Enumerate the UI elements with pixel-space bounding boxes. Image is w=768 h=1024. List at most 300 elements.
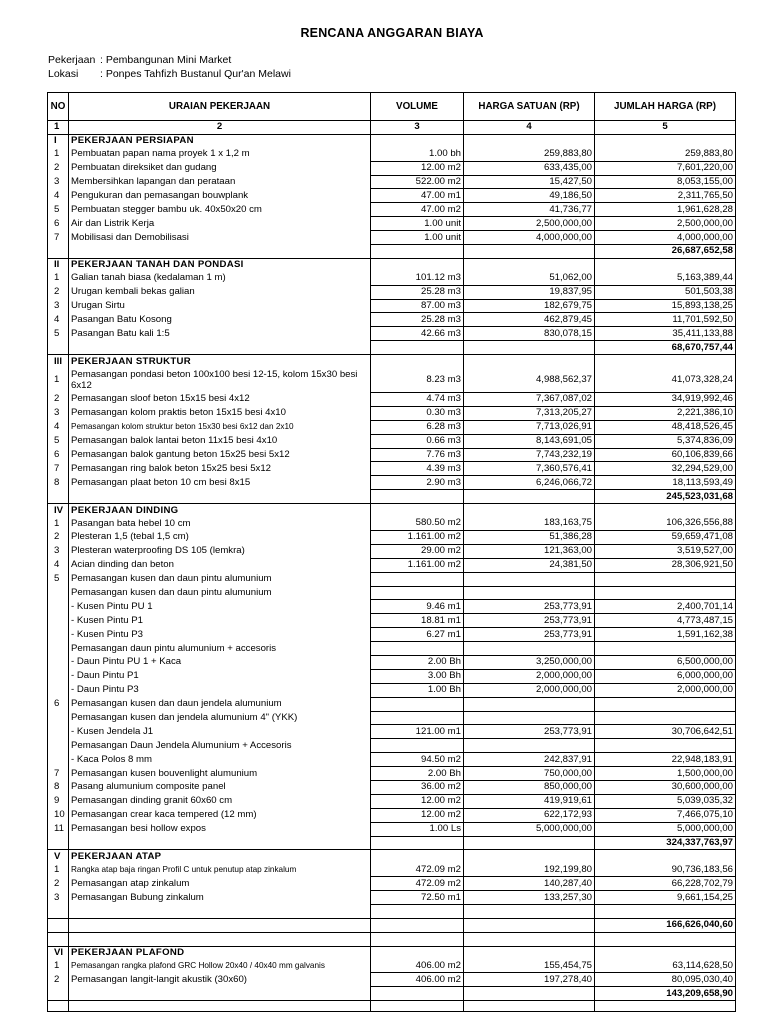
subtotal-value: 324,337,763,97 [595,836,736,850]
item-unit-price: 850,000,00 [464,780,595,794]
table-row [48,669,736,683]
section-header-row [48,946,736,959]
item-description: Pasangan bata hebel 10 cm [69,517,371,530]
table-row [48,313,736,327]
item-unit-price: 6,246,066,72 [464,476,595,490]
item-number: 3 [48,891,69,905]
item-total-price: 41,073,328,24 [595,368,736,393]
item-total-price: 259,883,80 [595,148,736,161]
section-title: PEKERJAAN DINDING [69,504,371,517]
item-description: Pemasangan kusen dan daun pintu alumunium [69,572,371,586]
empty-cell [371,134,464,147]
empty-cell [371,904,464,918]
item-number: 6 [48,697,69,711]
item-description: Rangka atap baja ringan Profil C untuk penutup atap zinkalum [69,863,371,876]
item-number: 4 [48,420,69,434]
empty-cell [595,946,736,959]
item-total-price: 63,114,628,50 [595,960,736,973]
item-total-price [595,739,736,753]
empty-cell [371,946,464,959]
item-volume [371,697,464,711]
table-row [48,544,736,558]
empty-cell [371,987,464,1001]
empty-cell [48,987,69,1001]
item-volume: 47.00 m2 [371,203,464,217]
empty-cell [464,987,595,1001]
table-row [48,794,736,808]
empty-cell [371,355,464,368]
empty-cell [464,258,595,271]
item-unit-price: 7,743,232,19 [464,448,595,462]
item-description: Pemasangan kolom struktur beton 15x30 besi 6x12 dan 2x10 [69,420,371,434]
item-unit-price: 192,199,80 [464,863,595,876]
item-total-price [595,572,736,586]
empty-cell [595,258,736,271]
item-total-price: 2,311,765,50 [595,189,736,203]
blank-row [48,904,736,918]
item-description: Pemasangan ring balok beton 15x25 besi 5x12 [69,462,371,476]
item-unit-price: 5,000,000,00 [464,822,595,836]
item-volume: 47.00 m1 [371,189,464,203]
item-number: 3 [48,299,69,313]
item-number: 3 [48,175,69,189]
item-description: Pemasangan kolom praktis beton 15x15 besi 4x10 [69,406,371,420]
item-description: Pemasangan atap zinkalum [69,877,371,891]
item-total-price: 30,706,642,51 [595,725,736,739]
empty-cell [595,904,736,918]
item-number [48,600,69,614]
item-number: 2 [48,877,69,891]
item-volume: 1.00 unit [371,231,464,245]
subtotal-row [48,987,736,1001]
location-line [48,68,291,80]
empty-cell [464,134,595,147]
item-volume: 101.12 m3 [371,272,464,285]
item-total-price: 3,519,527,00 [595,544,736,558]
item-volume: 406.00 m2 [371,960,464,973]
section-header-row [48,504,736,517]
item-volume: 87.00 m3 [371,299,464,313]
empty-cell [371,490,464,504]
table-row [48,517,736,530]
table-row [48,572,736,586]
table-row [48,434,736,448]
empty-cell [48,918,69,932]
table-row [48,683,736,697]
item-number [48,683,69,697]
section-number: III [48,355,69,368]
blank-row [48,1001,736,1012]
table-row [48,530,736,544]
item-unit-price: 197,278,40 [464,973,595,987]
table-row [48,393,736,407]
table-row [48,614,736,628]
item-description: - Daun Pintu P3 [69,683,371,697]
item-description: - Kusen Pintu P1 [69,614,371,628]
item-number: 5 [48,327,69,341]
table-row [48,780,736,794]
item-volume: 36.00 m2 [371,780,464,794]
item-number: 2 [48,161,69,175]
empty-cell [371,245,464,259]
table-row [48,586,736,600]
item-total-price: 1,591,162,38 [595,628,736,642]
item-description: - Kusen Pintu PU 1 [69,600,371,614]
item-description: Pemasangan kusen dan daun pintu alumunium [69,586,371,600]
item-total-price: 5,374,836,09 [595,434,736,448]
item-total-price: 5,000,000,00 [595,822,736,836]
item-volume [371,711,464,725]
item-volume: 7.76 m3 [371,448,464,462]
item-unit-price: 750,000,00 [464,767,595,781]
item-unit-price: 15,427,50 [464,175,595,189]
item-description: Pemasangan langit-langit akustik (30x60) [69,973,371,987]
item-number: 5 [48,434,69,448]
subtotal-value: 143,209,658,90 [595,987,736,1001]
project-value: : Pembangunan Mini Market [100,54,232,66]
item-number: 8 [48,476,69,490]
col-number: 4 [464,121,595,135]
subtotal-value: 26,687,652,58 [595,245,736,259]
item-total-price: 501,503,38 [595,285,736,299]
item-description: Urugan Sirtu [69,299,371,313]
item-description: Plesteran waterproofing DS 105 (lemkra) [69,544,371,558]
item-unit-price: 121,363,00 [464,544,595,558]
table-row [48,420,736,434]
item-volume: 2.00 Bh [371,767,464,781]
item-volume: 4.39 m3 [371,462,464,476]
item-description: Pasangan Batu Kosong [69,313,371,327]
empty-cell [371,504,464,517]
item-total-price [595,711,736,725]
document-title: RENCANA ANGGARAN BIAYA [300,26,484,40]
item-description: Pemasangan balok gantung beton 15x25 besi 5x12 [69,448,371,462]
item-description: Pemasangan kusen dan daun jendela alumunium [69,697,371,711]
item-total-price: 6,500,000,00 [595,655,736,669]
item-total-price: 4,773,487,15 [595,614,736,628]
item-description: Urugan kembali bekas galian [69,285,371,299]
item-volume: 472.09 m2 [371,863,464,876]
item-number [48,711,69,725]
item-volume: 472.09 m2 [371,877,464,891]
header-volume: VOLUME [371,93,464,121]
item-volume: 12.00 m2 [371,161,464,175]
item-volume [371,739,464,753]
table-row [48,175,736,189]
empty-cell [371,850,464,863]
item-volume: 72.50 m1 [371,891,464,905]
item-description: Pemasangan crear kaca tempered (12 mm) [69,808,371,822]
item-number: 1 [48,517,69,530]
item-volume [371,642,464,656]
item-number [48,655,69,669]
item-description: - Kusen Jendela J1 [69,725,371,739]
item-volume: 9.46 m1 [371,600,464,614]
empty-cell [48,490,69,504]
item-volume: 3.00 Bh [371,669,464,683]
item-unit-price: 51,062,00 [464,272,595,285]
item-volume: 12.00 m2 [371,808,464,822]
item-volume [371,586,464,600]
empty-cell [69,1001,371,1012]
empty-cell [464,918,595,932]
section-title: PEKERJAAN PLAFOND [69,946,371,959]
item-total-price: 2,221,386,10 [595,406,736,420]
item-volume: 121.00 m1 [371,725,464,739]
item-unit-price: 133,257,30 [464,891,595,905]
empty-cell [48,904,69,918]
item-unit-price: 462,879,45 [464,313,595,327]
item-volume: 580.50 m2 [371,517,464,530]
item-number: 6 [48,217,69,231]
empty-cell [464,850,595,863]
item-total-price [595,642,736,656]
item-number [48,753,69,767]
subtotal-row [48,490,736,504]
item-total-price: 66,228,702,79 [595,877,736,891]
item-unit-price [464,572,595,586]
subtotal-row [48,836,736,850]
item-unit-price: 830,078,15 [464,327,595,341]
table-row [48,476,736,490]
item-total-price: 6,000,000,00 [595,669,736,683]
item-description: Pembuatan stegger bambu uk. 40x50x20 cm [69,203,371,217]
item-total-price: 5,039,035,32 [595,794,736,808]
item-number: 7 [48,462,69,476]
item-unit-price: 51,386,28 [464,530,595,544]
item-number: 2 [48,973,69,987]
item-total-price: 35,411,133,88 [595,327,736,341]
item-total-price: 34,919,992,46 [595,393,736,407]
item-number: 2 [48,393,69,407]
subtotal-value: 245,523,031,68 [595,490,736,504]
subtotal-row [48,918,736,932]
item-description: Pembuatan direksiket dan gudang [69,161,371,175]
item-unit-price [464,711,595,725]
item-total-price [595,586,736,600]
item-total-price: 8,053,155,00 [595,175,736,189]
table-row [48,767,736,781]
budget-table [47,92,736,1012]
table-row [48,960,736,973]
empty-cell [69,836,371,850]
item-description: - Daun Pintu P1 [69,669,371,683]
item-unit-price: 253,773,91 [464,600,595,614]
item-number: 3 [48,544,69,558]
empty-cell [371,258,464,271]
section-title: PEKERJAAN TANAH DAN PONDASI [69,258,371,271]
item-description: Pengukuran dan pemasangan bouwplank [69,189,371,203]
item-description: Mobilisasi dan Demobilisasi [69,231,371,245]
item-number: 7 [48,767,69,781]
column-number-row [48,121,736,135]
item-number: 3 [48,406,69,420]
item-total-price: 106,326,556,88 [595,517,736,530]
item-description: Pemasangan Daun Jendela Alumunium + Accesoris [69,739,371,753]
empty-cell [464,504,595,517]
item-number: 1 [48,148,69,161]
table-row [48,406,736,420]
empty-cell [464,946,595,959]
item-number: 9 [48,794,69,808]
item-unit-price: 2,500,000,00 [464,217,595,231]
section-title: PEKERJAAN ATAP [69,850,371,863]
item-total-price: 59,659,471,08 [595,530,736,544]
section-number: V [48,850,69,863]
header-no: NO [48,93,69,121]
item-unit-price: 2,000,000,00 [464,669,595,683]
subtotal-value: 68,670,757,44 [595,341,736,355]
item-number: 2 [48,530,69,544]
item-unit-price: 24,381,50 [464,558,595,572]
item-number [48,628,69,642]
item-description: Air dan Listrik Kerja [69,217,371,231]
item-description: Acian dinding dan beton [69,558,371,572]
empty-cell [464,245,595,259]
empty-cell [48,932,69,946]
table-row [48,822,736,836]
item-volume: 522.00 m2 [371,175,464,189]
item-unit-price: 41,736,77 [464,203,595,217]
item-volume: 6.28 m3 [371,420,464,434]
item-total-price: 60,106,839,66 [595,448,736,462]
item-volume: 6.27 m1 [371,628,464,642]
col-number: 3 [371,121,464,135]
item-number: 1 [48,863,69,876]
item-total-price: 7,466,075,10 [595,808,736,822]
item-description: Pemasangan Bubung zinkalum [69,891,371,905]
empty-cell [69,932,371,946]
item-volume: 1.00 bh [371,148,464,161]
item-total-price: 2,400,701,14 [595,600,736,614]
item-volume: 1.161.00 m2 [371,530,464,544]
empty-cell [69,987,371,1001]
item-total-price: 7,601,220,00 [595,161,736,175]
table-row [48,808,736,822]
item-description: Plesteran 1,5 (tebal 1,5 cm) [69,530,371,544]
empty-cell [69,904,371,918]
item-number [48,614,69,628]
item-total-price: 90,736,183,56 [595,863,736,876]
col-number: 5 [595,121,736,135]
table-row [48,642,736,656]
table-row [48,161,736,175]
header-jumlah-harga: JUMLAH HARGA (RP) [595,93,736,121]
item-unit-price: 2,000,000,00 [464,683,595,697]
section-title: PEKERJAAN STRUKTUR [69,355,371,368]
item-number: 8 [48,780,69,794]
item-unit-price [464,642,595,656]
item-description: Pasangan Batu kali 1:5 [69,327,371,341]
item-volume: 12.00 m2 [371,794,464,808]
empty-cell [595,504,736,517]
item-number: 2 [48,285,69,299]
item-volume: 2.00 Bh [371,655,464,669]
table-row [48,299,736,313]
table-row [48,863,736,876]
item-unit-price: 8,143,691,05 [464,434,595,448]
table-row [48,285,736,299]
item-description: Pembuatan papan nama proyek 1 x 1,2 m [69,148,371,161]
item-unit-price: 7,313,205,27 [464,406,595,420]
item-total-price: 30,600,000,00 [595,780,736,794]
item-total-price: 18,113,593,49 [595,476,736,490]
table-row [48,697,736,711]
project-label: Pekerjaan [48,54,96,66]
empty-cell [464,341,595,355]
section-number: I [48,134,69,147]
table-row [48,655,736,669]
item-volume: 8.23 m3 [371,368,464,393]
item-unit-price: 155,454,75 [464,960,595,973]
empty-cell [464,1001,595,1012]
section-title: PEKERJAAN PERSIAPAN [69,134,371,147]
table-row [48,753,736,767]
item-number: 6 [48,448,69,462]
item-unit-price: 253,773,91 [464,725,595,739]
section-number: VI [48,946,69,959]
item-total-price: 5,163,389,44 [595,272,736,285]
item-volume: 1.00 unit [371,217,464,231]
item-total-price: 1,500,000,00 [595,767,736,781]
item-total-price: 22,948,183,91 [595,753,736,767]
item-number [48,739,69,753]
item-volume: 42.66 m3 [371,327,464,341]
item-number: 4 [48,313,69,327]
table-header-row [48,93,736,121]
section-header-row [48,850,736,863]
empty-cell [48,1001,69,1012]
table-row [48,628,736,642]
empty-cell [48,341,69,355]
item-unit-price: 49,186,50 [464,189,595,203]
empty-cell [595,932,736,946]
item-description: - Kusen Pintu P3 [69,628,371,642]
item-volume: 1.00 Ls [371,822,464,836]
project-name-line [48,54,231,66]
empty-cell [48,245,69,259]
item-unit-price: 7,713,026,91 [464,420,595,434]
item-volume: 29.00 m2 [371,544,464,558]
item-unit-price: 182,679,75 [464,299,595,313]
subtotal-value: 166,626,040,60 [595,918,736,932]
subtotal-row [48,341,736,355]
item-volume: 25.28 m3 [371,285,464,299]
table-row [48,725,736,739]
empty-cell [595,355,736,368]
item-description: Pemasangan sloof beton 15x15 besi 4x12 [69,393,371,407]
item-description: Pemasangan daun pintu alumunium + accesoris [69,642,371,656]
location-value: : Ponpes Tahfizh Bustanul Qur'an Melawi [100,68,291,80]
table-row [48,189,736,203]
item-description: Membersihkan lapangan dan perataan [69,175,371,189]
section-number: II [48,258,69,271]
item-total-price: 15,893,138,25 [595,299,736,313]
item-unit-price: 633,435,00 [464,161,595,175]
empty-cell [595,134,736,147]
item-number [48,642,69,656]
subtotal-row [48,245,736,259]
item-number: 10 [48,808,69,822]
item-number [48,586,69,600]
item-volume [371,572,464,586]
empty-cell [371,836,464,850]
item-number: 4 [48,558,69,572]
empty-cell [464,355,595,368]
item-total-price: 4,000,000,00 [595,231,736,245]
empty-cell [69,245,371,259]
item-total-price: 2,000,000,00 [595,683,736,697]
